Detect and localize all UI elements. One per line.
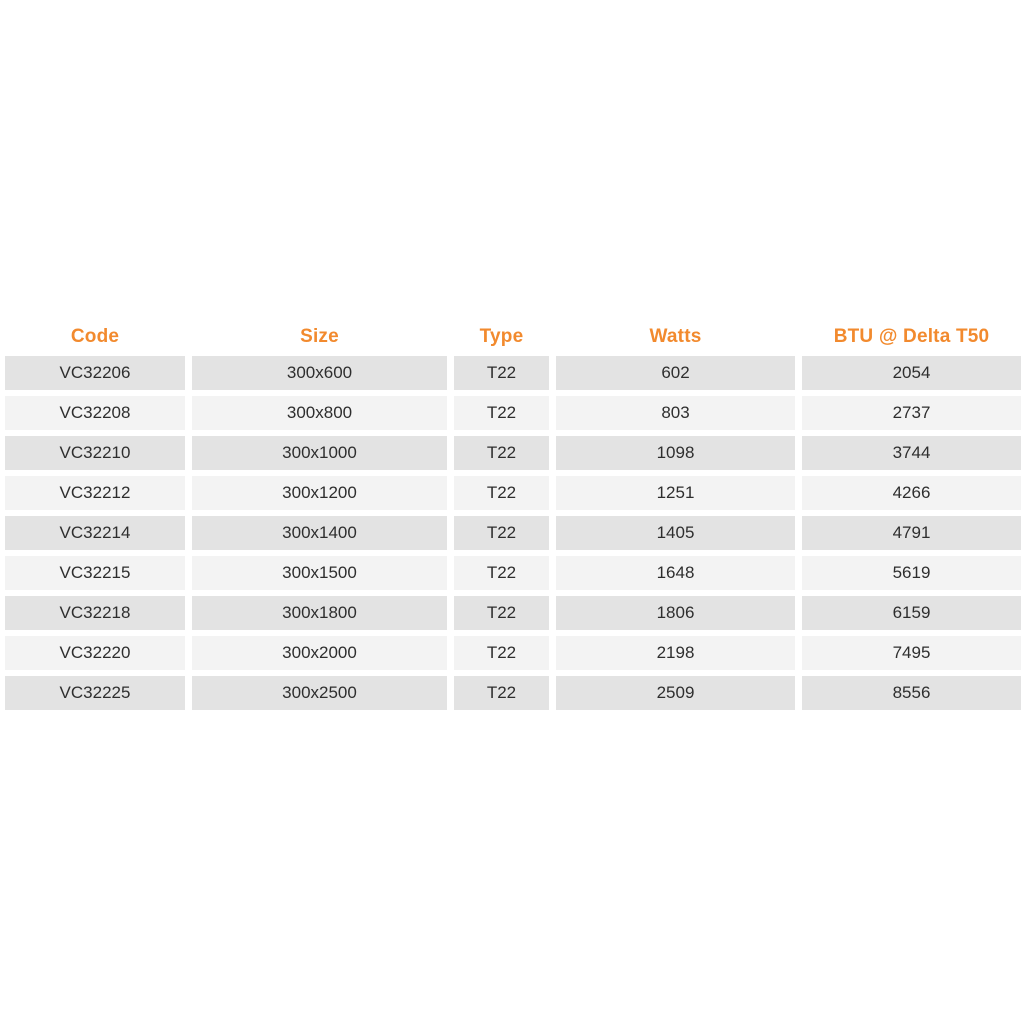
cell-code: VC32206 [5,356,185,390]
cell-code: VC32208 [5,396,185,430]
cell-size: 300x1400 [192,516,447,550]
cell-watts: 2198 [556,636,795,670]
table-row [5,396,1020,430]
cell-size: 300x1000 [192,436,447,470]
table-body [5,356,1020,710]
table-row [5,516,1020,550]
cell-code: VC32215 [5,556,185,590]
cell-type: T22 [454,516,549,550]
cell-btu: 8556 [802,676,1021,710]
cell-type: T22 [454,596,549,630]
cell-code: VC32218 [5,596,185,630]
cell-watts: 803 [556,396,795,430]
table-row [5,636,1020,670]
cell-type: T22 [454,676,549,710]
cell-size: 300x800 [192,396,447,430]
cell-size: 300x1800 [192,596,447,630]
cell-btu: 2054 [802,356,1021,390]
cell-type: T22 [454,356,549,390]
cell-code: VC32214 [5,516,185,550]
cell-size: 300x2000 [192,636,447,670]
table-row [5,596,1020,630]
cell-type: T22 [454,436,549,470]
cell-watts: 1405 [556,516,795,550]
cell-btu: 4266 [802,476,1021,510]
cell-btu: 7495 [802,636,1021,670]
header-type: Type [479,326,524,347]
table-row [5,476,1020,510]
cell-size: 300x1500 [192,556,447,590]
table-row [5,356,1020,390]
cell-btu: 2737 [802,396,1021,430]
header-size: Size [300,326,339,347]
cell-size: 300x1200 [192,476,447,510]
cell-size: 300x2500 [192,676,447,710]
cell-btu: 5619 [802,556,1021,590]
cell-watts: 602 [556,356,795,390]
cell-type: T22 [454,556,549,590]
table-row [5,556,1020,590]
cell-btu: 4791 [802,516,1021,550]
header-btu: BTU @ Delta T50 [833,326,990,347]
table-row [5,436,1020,470]
cell-type: T22 [454,476,549,510]
cell-code: VC32212 [5,476,185,510]
cell-watts: 1098 [556,436,795,470]
cell-watts: 1648 [556,556,795,590]
table-header-row [5,318,1020,356]
cell-watts: 1251 [556,476,795,510]
header-code: Code [70,326,120,347]
cell-btu: 3744 [802,436,1021,470]
cell-code: VC32220 [5,636,185,670]
cell-type: T22 [454,636,549,670]
cell-type: T22 [454,396,549,430]
spec-table [5,318,1020,710]
table-row [5,676,1020,710]
cell-btu: 6159 [802,596,1021,630]
cell-code: VC32225 [5,676,185,710]
cell-size: 300x600 [192,356,447,390]
cell-code: VC32210 [5,436,185,470]
cell-watts: 2509 [556,676,795,710]
cell-watts: 1806 [556,596,795,630]
header-watts: Watts [649,326,702,347]
